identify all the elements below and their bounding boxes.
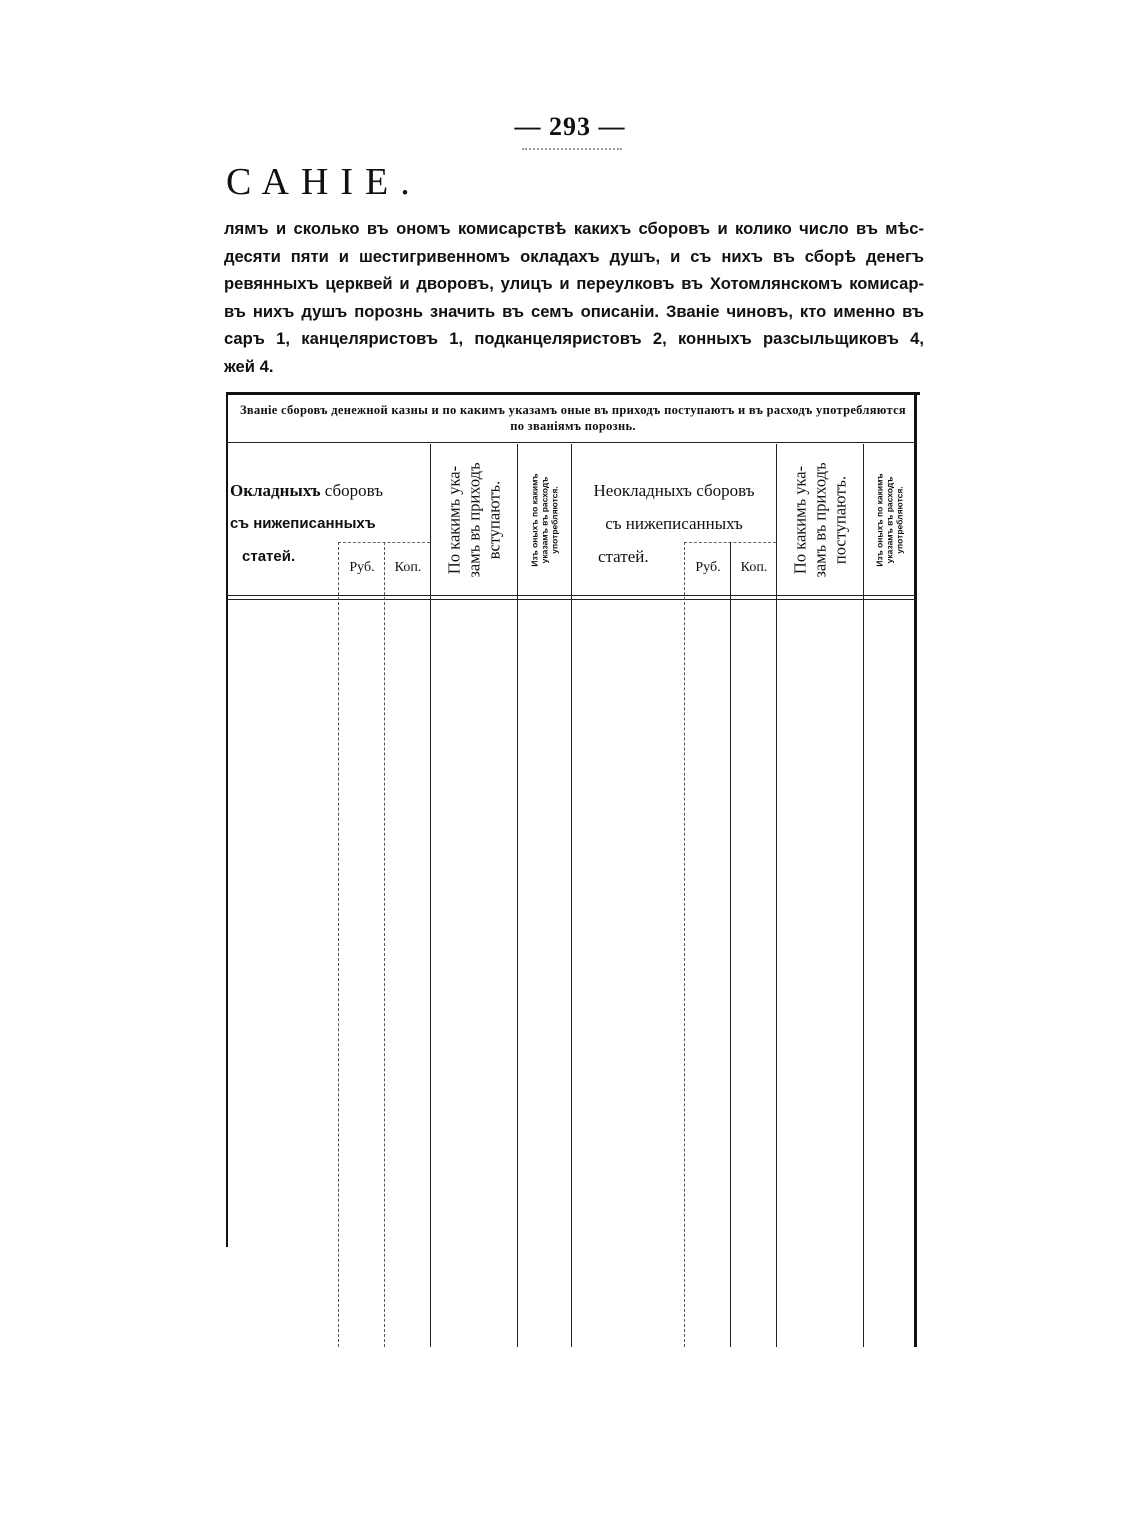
left-decree-in-header	[432, 444, 517, 595]
caption-divider	[226, 442, 916, 443]
col-divider	[776, 444, 777, 1347]
table-caption: Званіе сборовъ денежной казны и по какимъ указамъ оные въ приходъ поступаютъ и въ расходъ употребляются по званіямъ порознь.	[240, 403, 906, 433]
intro-line: ревянныхъ церквей и дворовъ, улицъ и переулковъ въ Хотомлянскомъ комисар-	[224, 274, 924, 293]
page-heading: САНІЕ.	[226, 161, 422, 203]
table-top-border	[226, 392, 920, 395]
left-decree-out-text: Изъ оныхъ по какимъ указамъ въ расходъ употребляются.	[530, 472, 560, 567]
left-decree-in-text: По какимъ ука- замъ въ приходъ вступаютъ.	[444, 461, 504, 578]
right-kop-label: Коп.	[740, 560, 768, 575]
left-title-word1: Окладныхъ	[230, 481, 321, 500]
collections-table	[226, 392, 920, 1347]
right-title-line3: статей.	[598, 547, 649, 566]
intro-line: въ нихъ душъ порознь значить въ семъ описаніи. Званіе чиновъ, кто именно въ	[224, 301, 924, 321]
right-rub-label: Руб.	[695, 560, 721, 575]
right-decree-in-text: По какимъ ука- замъ въ приходъ поступаютъ.	[790, 461, 850, 578]
intro-line: лямъ и сколько въ ономъ комисарствѣ какихъ сборовъ и колико число въ мѣс-	[224, 219, 924, 238]
left-title-line3: статей.	[242, 548, 296, 565]
intro-paragraph	[224, 215, 924, 380]
col-divider	[517, 444, 518, 1347]
left-rub-label: Руб.	[349, 560, 375, 575]
col-divider	[430, 444, 431, 1347]
right-title-line2: съ нижеписанныхъ	[605, 514, 743, 533]
right-decree-out-text: Изъ оныхъ по какимъ указамъ въ расходъ употребляются.	[874, 472, 905, 567]
col-divider	[863, 444, 864, 1347]
table-right-border	[914, 392, 917, 1347]
page-number-text: — 293 —	[514, 112, 626, 141]
col-divider	[684, 542, 685, 1347]
page-number	[0, 112, 1140, 142]
col-divider	[338, 542, 339, 1347]
left-kop-label: Коп.	[394, 560, 422, 575]
table-left-border	[226, 392, 228, 1247]
intro-line: жей 4.	[224, 356, 274, 376]
intro-line: десяти пяти и шестигривенномъ окладахъ душъ, и съ нихъ въ сборѣ денегъ	[224, 246, 924, 266]
left-decree-out-header	[519, 444, 571, 595]
intro-line: саръ 1, канцеляристовъ 1, подканцеляристовъ 2, конныхъ разсыльщиковъ 4,	[224, 329, 924, 348]
right-decree-in-header	[778, 444, 863, 595]
col-divider	[384, 542, 385, 1347]
right-group-title	[574, 474, 774, 573]
page-number-underline	[522, 148, 622, 152]
left-title-word2: сборовъ	[324, 481, 384, 500]
col-divider	[730, 542, 731, 1347]
right-decree-out-header	[865, 444, 914, 595]
right-title-line1: Неокладныхъ сборовъ	[593, 481, 755, 500]
left-title-line2: съ нижеписанныхъ	[230, 515, 376, 532]
col-divider	[571, 444, 572, 1347]
